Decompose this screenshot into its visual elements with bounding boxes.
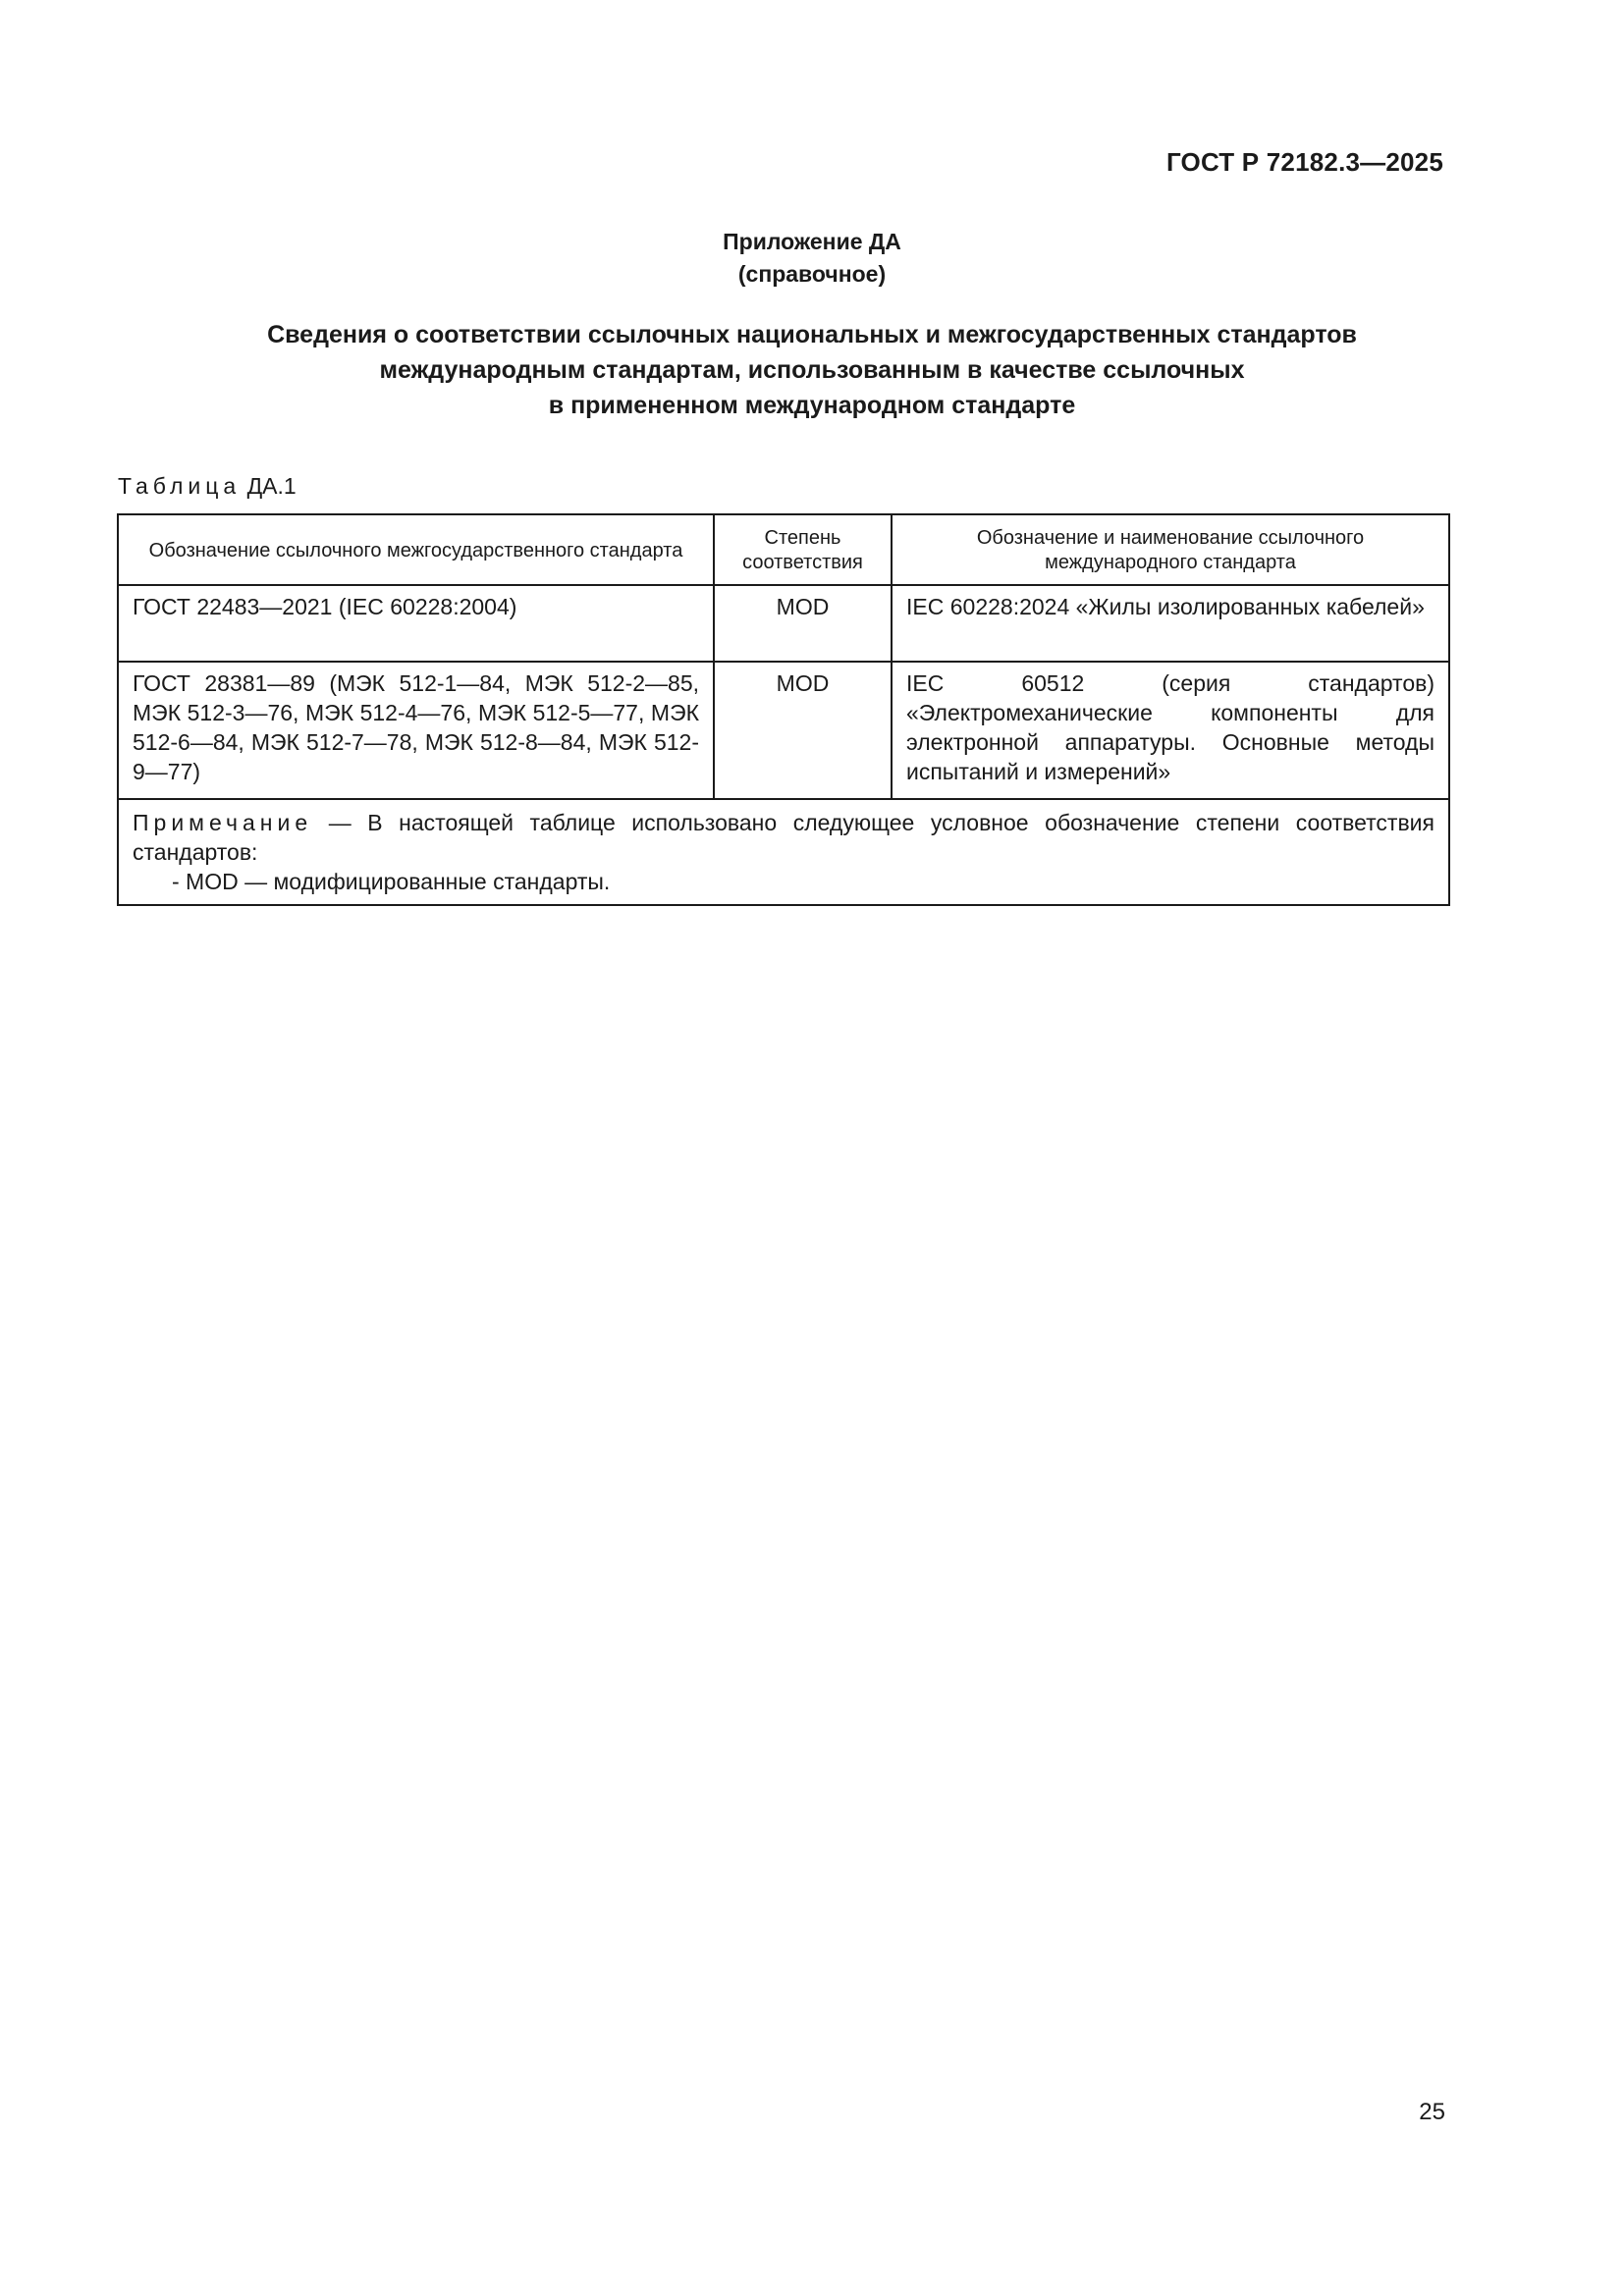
appendix-title-block — [0, 226, 1624, 291]
appendix-subtitle: (справочное) — [737, 261, 887, 287]
appendix-heading — [118, 317, 1506, 423]
table-row — [118, 585, 1449, 662]
note-text: — В настоящей таблице использовано следующее условное обозначение степени соответствия стандартов: — [133, 810, 1435, 865]
note-item: - MOD — модифицированные стандарты. — [172, 869, 611, 894]
note-paragraph — [133, 808, 1435, 867]
cell-international: IEC 60512 (серия стандартов) «Электромеханические компоненты для электронной аппаратуры. Основные методы испытаний и измерений» — [892, 662, 1449, 799]
column-header-degree: Степень соответствия — [714, 514, 892, 585]
heading-line-3: в примененном международном стандарте — [548, 392, 1076, 419]
table-header-row — [118, 514, 1449, 585]
column-header-designation: Обозначение ссылочного межгосударственного стандарта — [118, 514, 714, 585]
cell-degree: MOD — [714, 662, 892, 799]
table-caption-number: ДА.1 — [246, 473, 297, 499]
table-note — [118, 799, 1449, 905]
note-label: Примечание — [133, 810, 313, 835]
heading-line-1: Сведения о соответствии ссылочных национальных и межгосударственных стандартов — [267, 321, 1357, 348]
cell-designation: ГОСТ 22483—2021 (IEC 60228:2004) — [118, 585, 714, 662]
cell-designation: ГОСТ 28381—89 (МЭК 512-1—84, МЭК 512-2—85, МЭК 512-3—76, МЭК 512-4—76, МЭК 512-5—77, МЭК 512-6—84, МЭК 512-7—78, МЭК 512-8—84, МЭК 512-9—77) — [118, 662, 714, 799]
correspondence-table — [117, 513, 1450, 906]
table-row — [118, 662, 1449, 799]
page-number: 25 — [1419, 2099, 1445, 2125]
cell-degree: MOD — [714, 585, 892, 662]
cell-international: IEC 60228:2024 «Жилы изолированных кабелей» — [892, 585, 1449, 662]
document-designation: ГОСТ Р 72182.3—2025 — [1165, 147, 1443, 177]
table-caption-word: Таблица — [118, 473, 242, 499]
column-header-international: Обозначение и наименование ссылочного международного стандарта — [892, 514, 1449, 585]
table-caption — [118, 473, 297, 500]
appendix-title: Приложение ДА — [723, 229, 901, 254]
table-note-row — [118, 799, 1449, 905]
heading-line-2: международным стандартам, использованным в качестве ссылочных — [379, 356, 1245, 384]
